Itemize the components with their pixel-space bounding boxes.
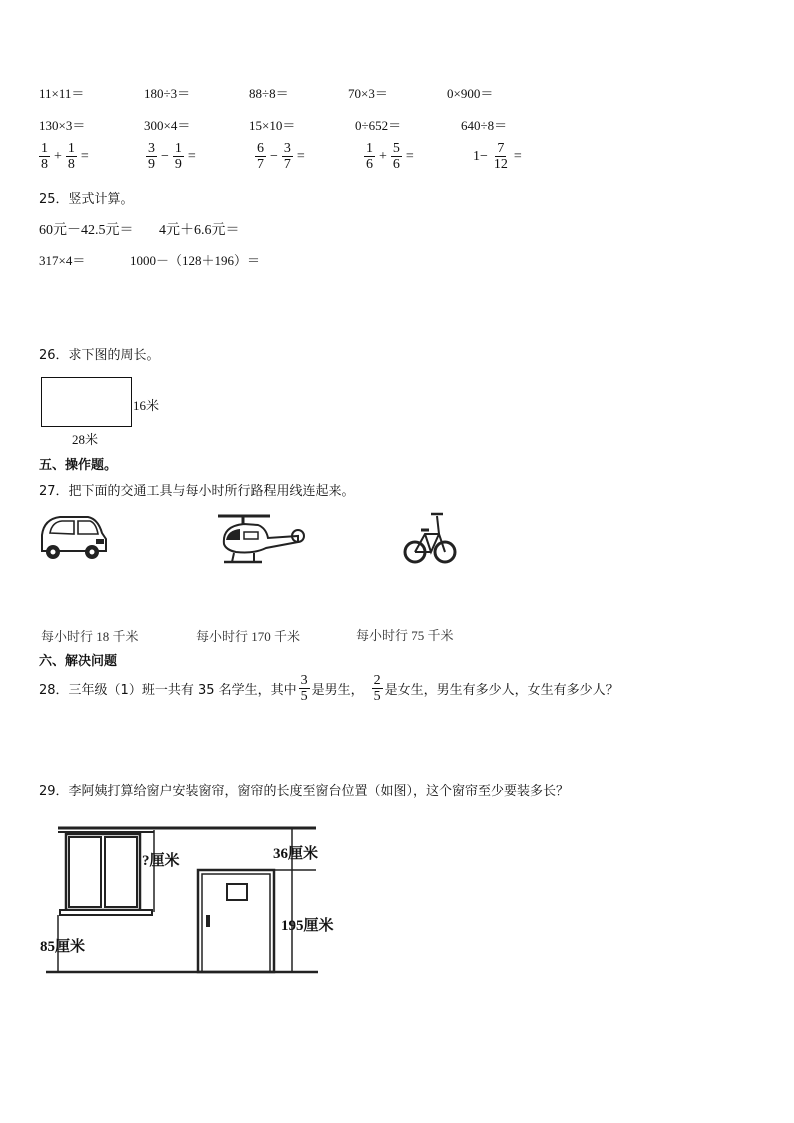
unknown-length-label: ?厘米 xyxy=(142,853,180,869)
calc-item: 15×10＝ xyxy=(249,118,296,133)
question-text: 是男生， xyxy=(311,683,364,698)
section-heading: 五、操作题。 xyxy=(39,458,118,473)
numerator: 5 xyxy=(392,141,400,156)
denominator: 6 xyxy=(392,157,400,172)
numerator: 1 xyxy=(174,141,182,156)
dimension-85-label: 85厘米 xyxy=(40,939,86,955)
denominator: 9 xyxy=(148,157,155,172)
calc-item: 60元－42.5元＝ xyxy=(39,223,134,238)
question-28 xyxy=(39,673,619,704)
operator: − xyxy=(161,148,169,164)
denominator: 7 xyxy=(283,157,291,172)
equals-sign: = xyxy=(296,148,305,164)
question-text: 28．三年级（1）班一共有 35 名学生，其中 xyxy=(39,683,297,698)
calc-item: 130×3＝ xyxy=(39,118,86,133)
question-27-title: 27．把下面的交通工具与每小时所行路程用线连起来。 xyxy=(39,484,355,499)
speed-label: 每小时行 170 千米 xyxy=(196,629,301,644)
fraction-expression xyxy=(144,141,198,172)
question-25-title: 25．竖式计算。 xyxy=(39,192,134,207)
denominator: 5 xyxy=(300,689,308,704)
calc-item: 300×4＝ xyxy=(144,118,191,133)
rectangle-figure xyxy=(41,377,132,427)
question-text: 是女生，男生有多少人，女生有多少人？ xyxy=(384,683,619,698)
fraction-expression xyxy=(471,141,524,172)
numerator: 3 xyxy=(300,673,308,688)
denominator: 9 xyxy=(174,157,182,172)
dimension-36-label: 36厘米 xyxy=(273,846,319,862)
calc-item: 1000－（128＋196）＝ xyxy=(130,253,261,268)
calc-item: 70×3＝ xyxy=(348,86,388,101)
fraction-expression xyxy=(253,141,307,172)
fraction xyxy=(299,673,310,704)
calc-item: 180÷3＝ xyxy=(144,86,191,101)
numerator: 3 xyxy=(148,141,155,156)
numerator: 3 xyxy=(283,141,291,156)
equals-sign: = xyxy=(80,148,89,164)
denominator: 5 xyxy=(373,689,381,704)
numerator: 6 xyxy=(257,141,264,156)
calc-item: 11×11＝ xyxy=(39,86,85,101)
calc-item: 640÷8＝ xyxy=(461,118,508,133)
dimension-195-label: 195厘米 xyxy=(281,918,334,934)
rectangle-width-label: 28米 xyxy=(72,432,99,447)
question-26-title: 26．求下图的周长。 xyxy=(39,348,160,363)
bicycle-icon xyxy=(403,506,457,568)
numerator: 7 xyxy=(497,141,505,156)
speed-label: 每小时行 18 千米 xyxy=(41,629,139,644)
numerator: 1 xyxy=(366,141,373,156)
speed-label: 每小时行 75 千米 xyxy=(356,628,454,643)
calc-item: 88÷8＝ xyxy=(249,86,289,101)
equals-sign: = xyxy=(405,148,414,164)
rectangle-height-label: 16米 xyxy=(133,398,160,413)
calc-item: 0÷652＝ xyxy=(355,118,402,133)
denominator: 7 xyxy=(257,157,264,172)
calc-item: 0×900＝ xyxy=(447,86,494,101)
denominator: 8 xyxy=(67,157,75,172)
operator: + xyxy=(54,148,62,164)
denominator: 8 xyxy=(41,157,48,172)
fraction-expression xyxy=(362,141,416,172)
operator: − xyxy=(270,148,278,164)
numerator: 1 xyxy=(41,141,48,156)
window-door-diagram xyxy=(36,820,346,982)
section-heading: 六、解决问题 xyxy=(39,654,118,669)
denominator: 6 xyxy=(366,157,373,172)
equals-sign: = xyxy=(187,148,196,164)
calc-item: 4元＋6.6元＝ xyxy=(159,223,240,238)
leading-term: 1− xyxy=(473,148,488,164)
helicopter-icon xyxy=(214,510,306,568)
numerator: 2 xyxy=(373,673,381,688)
denominator: 12 xyxy=(493,157,508,172)
question-29-title: 29．李阿姨打算给窗户安装窗帘，窗帘的长度至窗台位置（如图），这个窗帘至少要装多长？ xyxy=(39,784,570,799)
car-icon xyxy=(36,513,108,563)
equals-sign: = xyxy=(513,148,522,164)
operator: + xyxy=(379,148,387,164)
calc-item: 317×4＝ xyxy=(39,253,86,268)
fraction-expression xyxy=(37,141,91,172)
fraction xyxy=(372,673,383,704)
numerator: 1 xyxy=(67,141,75,156)
